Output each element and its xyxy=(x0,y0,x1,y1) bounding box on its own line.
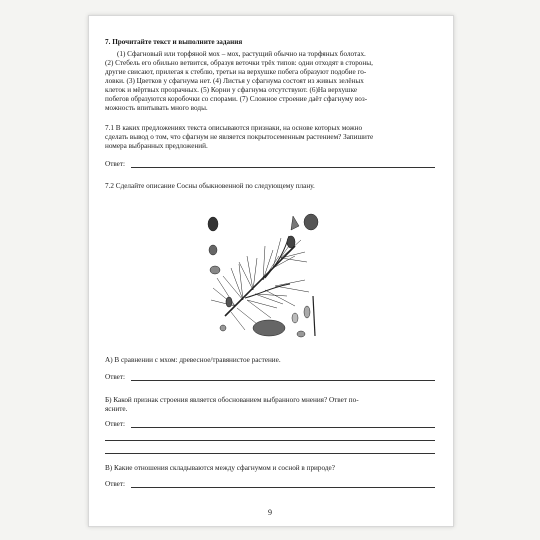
answer-line-c[interactable] xyxy=(131,487,435,488)
paragraph-line: клеток и мёртвых прозрачных. (5) Корни у сфагнума отсутствуют. (6)На верхушке xyxy=(105,86,358,94)
question-a: А) В сравнении с мхом: древесное/травянистое растение. xyxy=(105,356,281,364)
paragraph-line: другие свисают, прилегая к стеблю, третьи на верхушке побега образуют подобие го- xyxy=(105,68,367,76)
answer-label: Ответ: xyxy=(105,160,126,168)
answer-label: Ответ: xyxy=(105,373,126,381)
paragraph-line: (1) Сфагновый или торфяной мох – мох, растущий обычно на торфяных болотах. xyxy=(117,50,366,58)
question-b-line: ясните. xyxy=(105,405,128,413)
paragraph-line: (2) Стебель его обильно ветвится, образуя веточки трёх типов: одни отходят в стороны, xyxy=(105,59,373,67)
answer-line-b-2[interactable] xyxy=(105,440,435,441)
worksheet-page xyxy=(88,15,454,527)
task-header: 7. Прочитайте текст и выполните задания xyxy=(105,38,243,46)
question-7-1-line: сделать вывод о том, что сфагнум не является покрытосеменным растением? Запишите xyxy=(105,133,374,141)
question-c: В) Какие отношения складываются между сфагнумом и сосной в природе? xyxy=(105,464,335,472)
pine-illustration xyxy=(205,206,323,342)
answer-label: Ответ: xyxy=(105,480,126,488)
question-7-1-line: 7.1 В каких предложениях текста описываются признаки, на основе которых можно xyxy=(105,124,363,132)
paragraph-line: можность впитывать много воды. xyxy=(105,104,208,112)
question-b-line: Б) Какой признак строения является обоснованием выбранного мнения? Ответ по- xyxy=(105,396,359,404)
question-7-2: 7.2 Сделайте описание Сосны обыкновенной по следующему плану. xyxy=(105,182,315,190)
answer-line-b-3[interactable] xyxy=(105,453,435,454)
answer-line-b[interactable] xyxy=(131,427,435,428)
question-7-1-line: номера выбранных предложений. xyxy=(105,142,208,150)
answer-line-a[interactable] xyxy=(131,380,435,381)
paragraph-line: побегов образуются коробочки со спорами. (7) Сложное строение даёт сфагнуму воз- xyxy=(105,95,368,103)
paragraph-line: ловки. (3) Цветков у сфагнума нет. (4) Листья у сфагнума состоят из живых зелёных xyxy=(105,77,364,85)
answer-label: Ответ: xyxy=(105,420,126,428)
page-number: 9 xyxy=(268,508,272,517)
answer-line-7-1[interactable] xyxy=(131,167,435,168)
